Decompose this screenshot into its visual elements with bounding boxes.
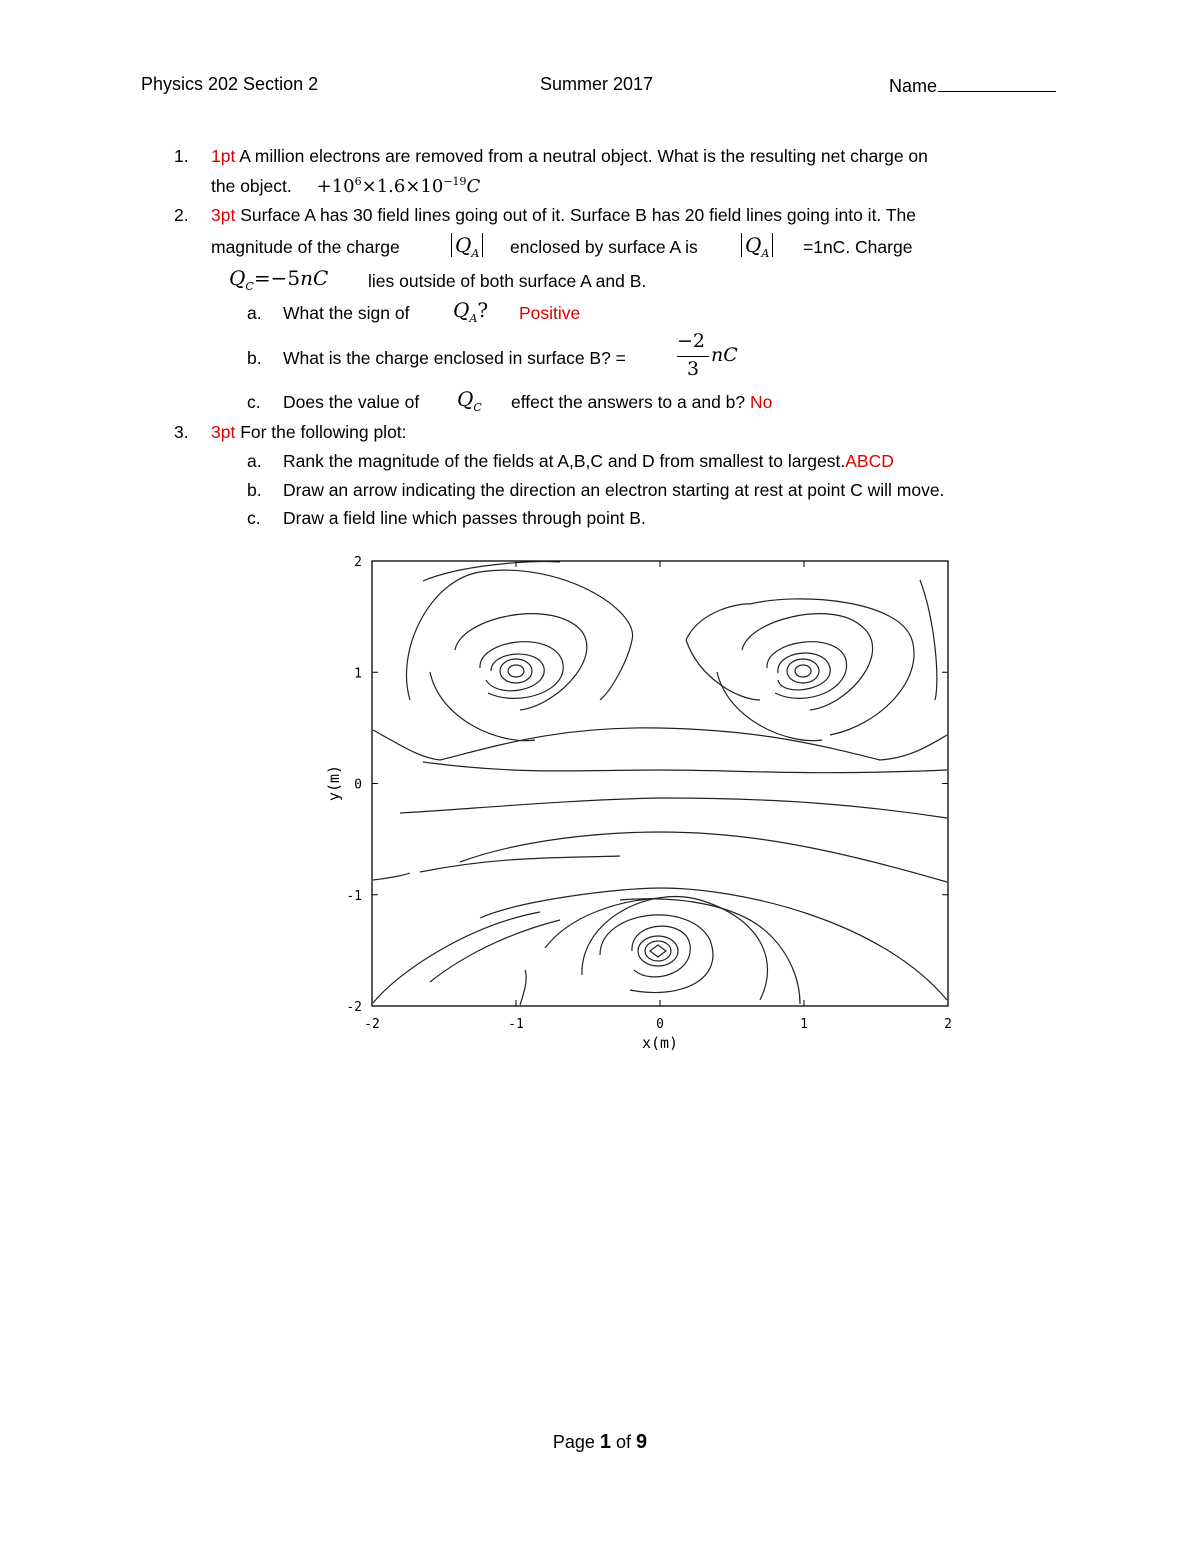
q1-number: 1. [174, 146, 189, 166]
q2c-text2: effect the answers to a and b? No [511, 392, 773, 412]
y-tick-label-3: -1 [346, 888, 362, 904]
q2c-qc: $Q_C$ [457, 387, 482, 414]
q2b-fraction-numerator: −2 [677, 330, 706, 352]
q2a-label: a. [247, 303, 262, 323]
q2c-text1: Does the value of [283, 392, 420, 412]
contour-bottom-1 [650, 945, 666, 957]
q3-line1: 3pt For the following plot: [211, 422, 407, 442]
q3a-answer: ABCD [845, 451, 894, 471]
field-line-h3 [400, 798, 947, 818]
field-line-h1 [373, 728, 947, 760]
y-tick-label-4: -2 [346, 1000, 362, 1015]
q2-qa-abs: $Q_A$ [451, 233, 483, 260]
contour-left-7 [406, 570, 632, 700]
q3b-label: b. [247, 480, 262, 500]
contour-right-1 [795, 665, 811, 677]
contour-right-7 [750, 599, 914, 735]
header-term: Summer 2017 [540, 74, 654, 94]
x-tick-label-2: 0 [656, 1017, 664, 1032]
x-axis-label: x(m) [641, 1034, 679, 1052]
q2-text: Surface A has 30 field lines going out of it. Surface B has 20 field lines going into it. The [235, 205, 916, 225]
field-line-h4 [460, 832, 947, 882]
field-line-h2 [423, 762, 947, 773]
q2-line2b: enclosed by surface A is [510, 237, 698, 257]
q2a-qa: $Q_A$? [453, 298, 489, 325]
q2c-label: c. [247, 392, 261, 412]
q3c-text: Draw a field line which passes through point B. [283, 508, 646, 528]
axis-ticks [372, 561, 948, 1006]
contour-bottom-6 [582, 897, 768, 1000]
y-tick-label-0: 2 [354, 555, 362, 570]
x-tick-label-3: 1 [800, 1017, 808, 1032]
q3a-label: a. [247, 451, 262, 471]
contour-bottom-10 [430, 920, 560, 982]
q2a-answer: Positive [519, 303, 581, 323]
contour-right-8 [686, 604, 760, 700]
q2-line2c: =1nC. Charge [803, 237, 913, 257]
contour-right-2 [787, 659, 819, 683]
q2b-fraction-denominator: 3 [687, 358, 700, 380]
plot-frame [372, 561, 948, 1006]
q2-points: 3pt [211, 205, 236, 225]
contour-right-4 [767, 642, 847, 699]
q2-qa-abs-2: $Q_A$ [741, 233, 773, 260]
contour-left-outer [423, 562, 560, 581]
q2b-unit: nC [711, 344, 738, 366]
q2c-answer: No [750, 392, 773, 412]
contour-right-5 [742, 614, 873, 710]
name-label: Name [889, 76, 938, 96]
q3-number: 3. [174, 422, 189, 442]
contour-bottom-7 [545, 898, 660, 948]
contour-left-2 [500, 659, 532, 683]
field-lines [373, 562, 947, 1005]
q2b-text: What is the charge enclosed in surface B? = [283, 348, 626, 368]
y-axis-label: y(m) [325, 764, 343, 802]
contour-bottom-11 [620, 899, 800, 1004]
q3a-text: Rank the magnitude of the fields at A,B,C and D from smallest to largest.ABCD [283, 451, 894, 471]
field-line-h6 [420, 856, 620, 872]
x-tick-label-0: -2 [364, 1017, 380, 1032]
contour-bottom-2 [645, 941, 671, 961]
contour-bottom-9 [373, 912, 540, 1003]
q2-line3: lies outside of both surface A and B. [368, 271, 647, 291]
q3c-label: c. [247, 508, 261, 528]
y-tick-label-1: 1 [354, 666, 362, 682]
q2-line2: magnitude of the charge [211, 237, 400, 257]
contour-left-5 [455, 614, 587, 710]
x-tick-label-4: 2 [944, 1017, 952, 1032]
q1-text2: the object. [211, 176, 292, 196]
contour-left-1 [508, 665, 524, 677]
q1-answer: $+10^6\times 1.6\times 10^{-19}C$ [316, 175, 481, 197]
q2b-label: b. [247, 348, 262, 368]
y-tick-label-2: 0 [354, 777, 362, 793]
q3b-text: Draw an arrow indicating the direction an electron starting at rest at point C will move. [283, 480, 945, 500]
header-course: Physics 202 Section 2 [141, 74, 319, 94]
q1-text: A million electrons are removed from a neutral object. What is the resulting net charge on [235, 146, 928, 166]
contour-bottom-4 [632, 926, 690, 977]
q3-points: 3pt [211, 422, 236, 442]
q1-points: 1pt [211, 146, 236, 166]
x-tick-label-1: -1 [508, 1017, 524, 1032]
page-footer: Page 1 of 9 [552, 1431, 648, 1453]
q2-number: 2. [174, 205, 189, 225]
contour-bottom-8 [520, 970, 526, 1005]
q2-qc-definition: $Q_C=-5nC$ [229, 266, 329, 293]
q2a-text: What the sign of [283, 303, 410, 323]
contour-right-outer [920, 580, 937, 700]
field-line-h5 [373, 873, 410, 880]
